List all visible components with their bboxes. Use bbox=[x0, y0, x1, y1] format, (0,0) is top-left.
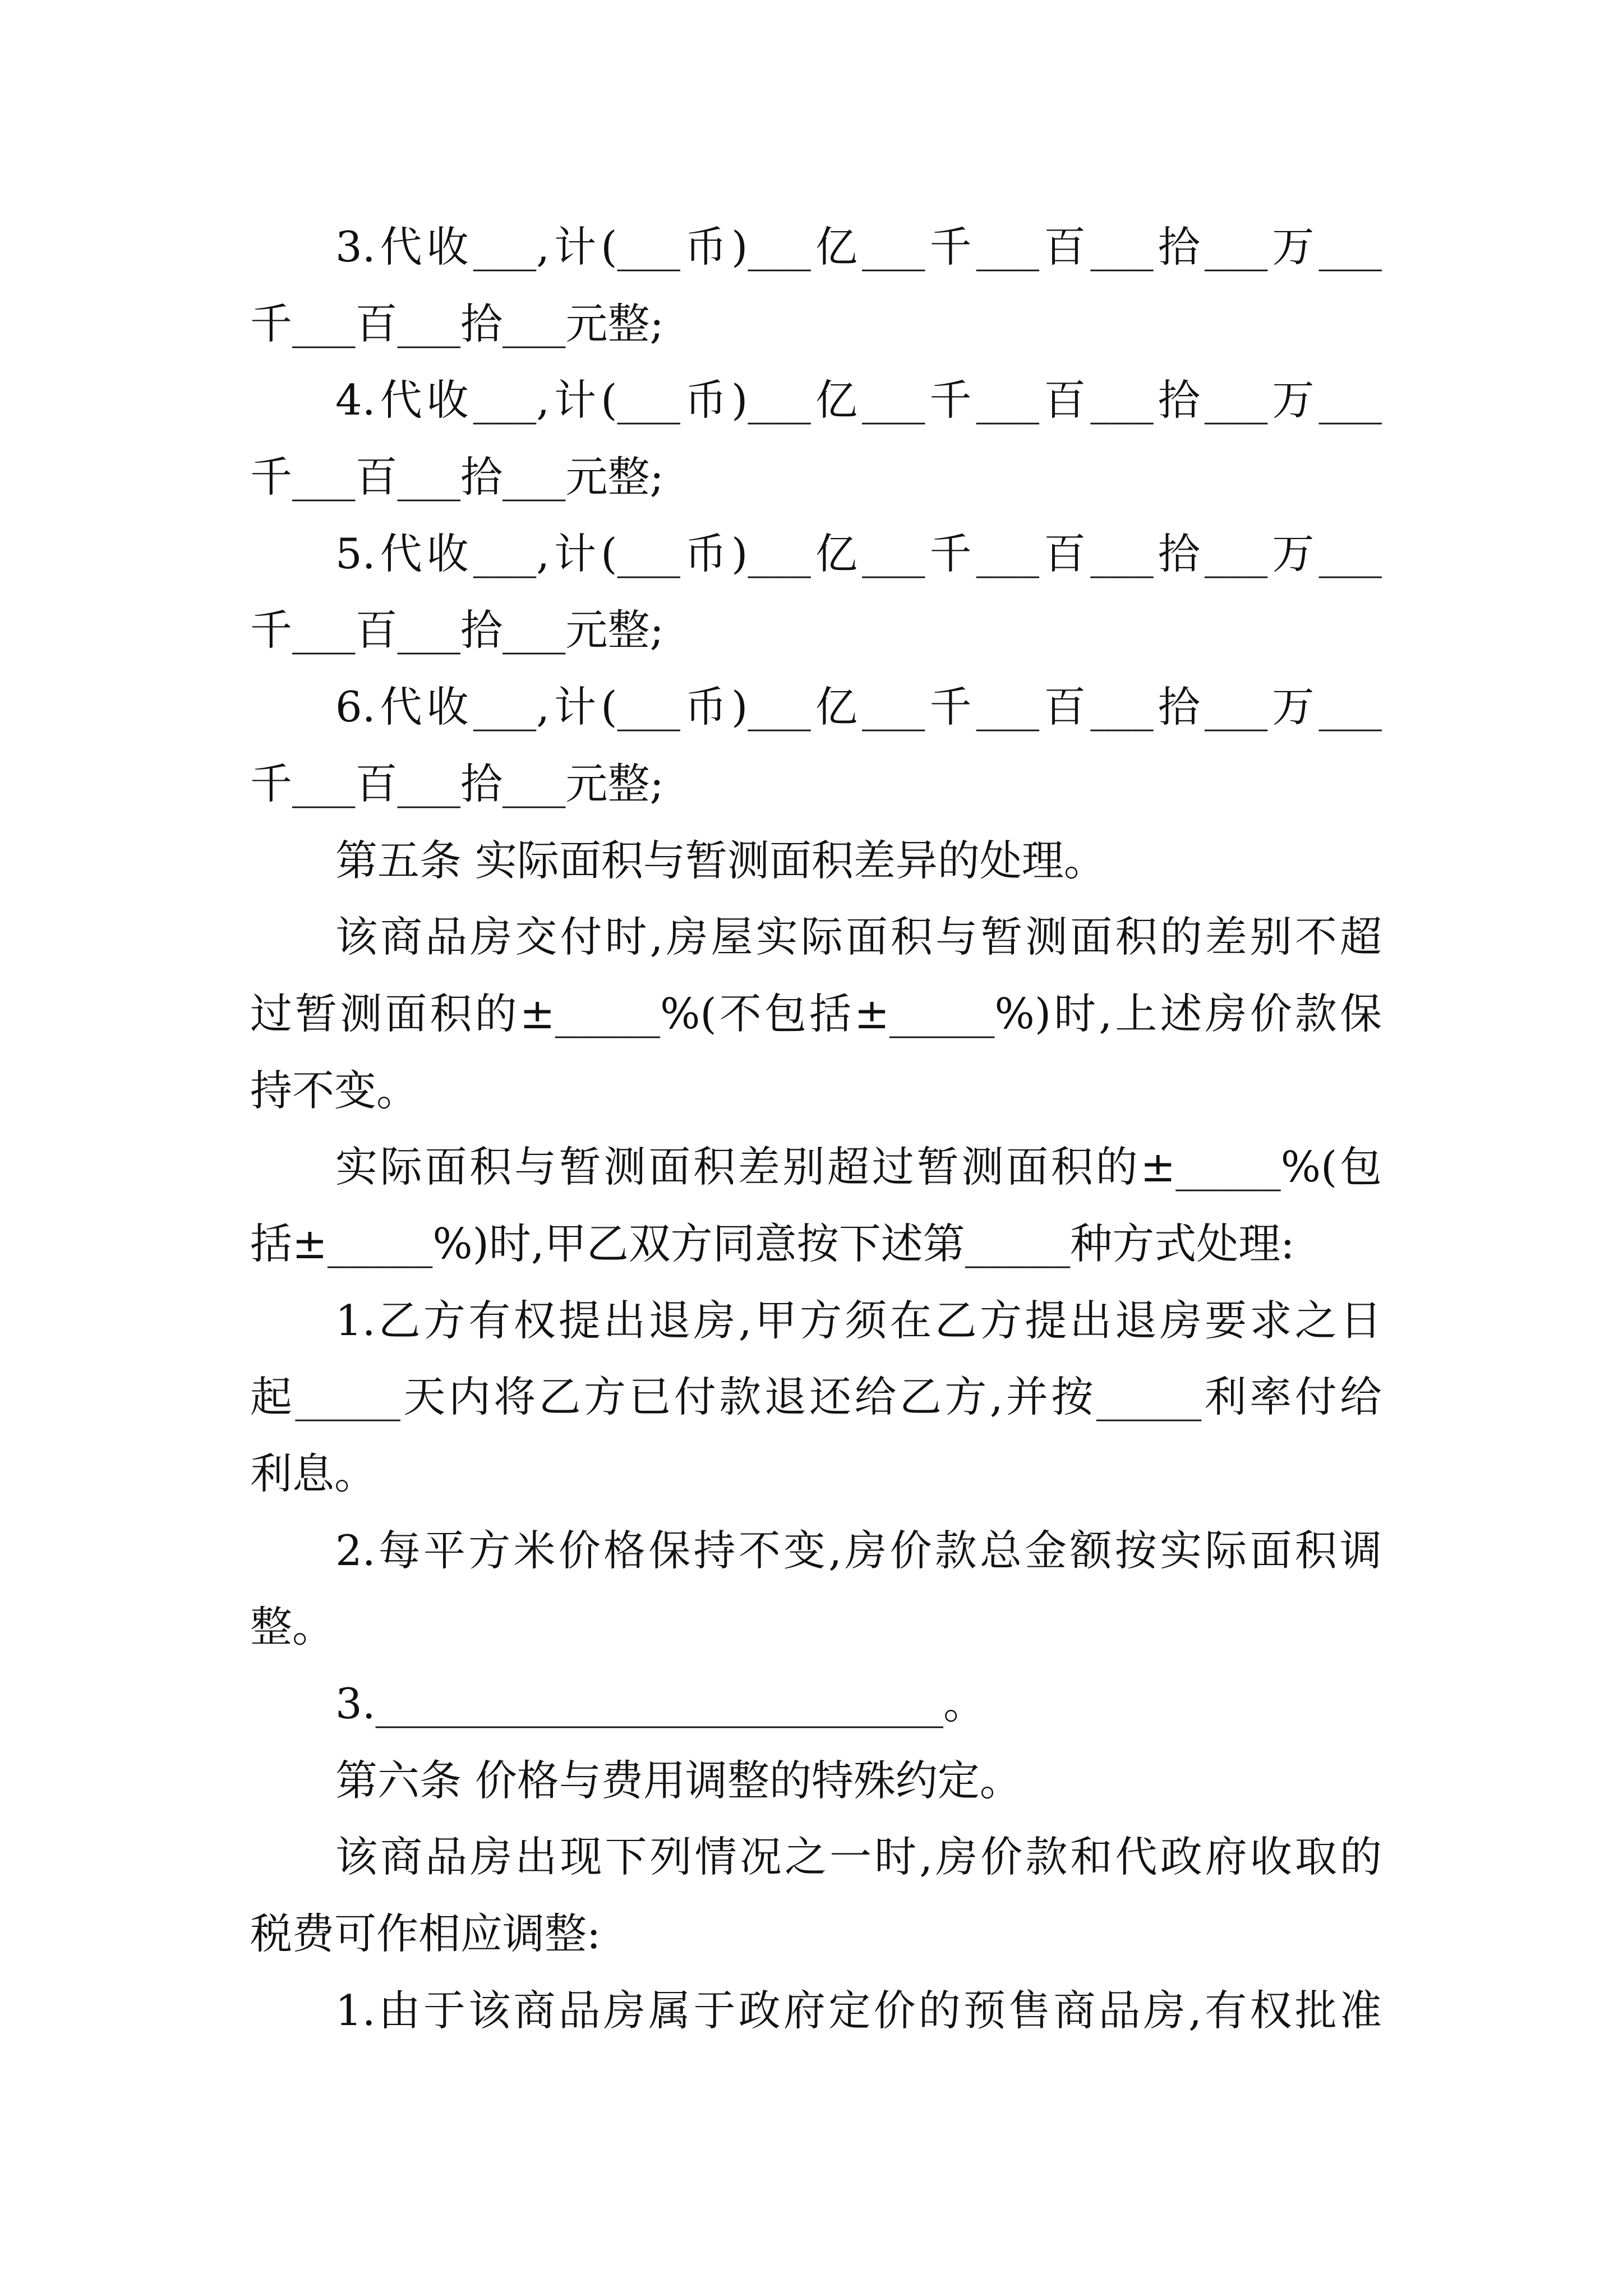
paragraph-line: 千___百___拾___元整; bbox=[250, 758, 664, 808]
paragraph-line: 千___百___拾___元整; bbox=[250, 298, 664, 348]
paragraph-item-4 bbox=[250, 362, 1382, 515]
paragraph-line: 税费可作相应调整: bbox=[250, 1909, 601, 1959]
paragraph-line: 1.乙方有权提出退房,甲方须在乙方提出退房要求之日 bbox=[335, 1295, 1382, 1345]
paragraph-line: 3.___________________________。 bbox=[335, 1679, 986, 1729]
paragraph-line: 3.代收___,计(___币)___亿___千___百___拾___万___ bbox=[335, 222, 1382, 272]
article-heading-5 bbox=[250, 822, 1382, 899]
paragraph bbox=[250, 899, 1382, 1129]
paragraph-line: 整。 bbox=[250, 1602, 335, 1652]
paragraph-line: 括±_____%)时,甲乙双方同意按下述第_____种方式处理: bbox=[250, 1218, 1295, 1268]
option-3 bbox=[250, 1665, 1382, 1742]
paragraph-line: 千___百___拾___元整; bbox=[250, 452, 664, 502]
paragraph-line: 6.代收___,计(___币)___亿___千___百___拾___万___ bbox=[335, 682, 1382, 732]
paragraph-line: 2.每平方米价格保持不变,房价款总金额按实际面积调 bbox=[335, 1525, 1382, 1575]
paragraph-line: 千___百___拾___元整; bbox=[250, 605, 664, 655]
paragraph-line: 利息。 bbox=[250, 1449, 377, 1498]
article-heading: 第五条 实际面积与暂测面积差异的处理。 bbox=[335, 835, 1106, 885]
paragraph-item-5 bbox=[250, 516, 1382, 669]
paragraph-line: 实际面积与暂测面积差别超过暂测面积的±_____%(包 bbox=[335, 1142, 1382, 1192]
paragraph bbox=[250, 1972, 1382, 2049]
paragraph-line: 起_____天内将乙方已付款退还给乙方,并按_____利率付给 bbox=[250, 1372, 1382, 1422]
paragraph-line: 持不变。 bbox=[250, 1065, 419, 1115]
document-body bbox=[250, 209, 1382, 2049]
paragraph-item-6 bbox=[250, 669, 1382, 822]
option-2 bbox=[250, 1512, 1382, 1665]
paragraph bbox=[250, 1129, 1382, 1282]
option-1 bbox=[250, 1282, 1382, 1512]
paragraph-line: 4.代收___,计(___币)___亿___千___百___拾___万___ bbox=[335, 375, 1382, 425]
article-heading-6 bbox=[250, 1742, 1382, 1819]
paragraph-line: 该商品房交付时,房屋实际面积与暂测面积的差别不超 bbox=[335, 912, 1382, 962]
paragraph-line: 过暂测面积的±_____%(不包括±_____%)时,上述房价款保 bbox=[250, 988, 1382, 1038]
paragraph bbox=[250, 1819, 1382, 1972]
paragraph-line: 该商品房出现下列情况之一时,房价款和代政府收取的 bbox=[335, 1832, 1382, 1882]
paragraph-line: 1.由于该商品房属于政府定价的预售商品房,有权批准 bbox=[335, 1985, 1382, 2035]
article-heading: 第六条 价格与费用调整的特殊约定。 bbox=[335, 1755, 1022, 1805]
paragraph-item-3 bbox=[250, 209, 1382, 362]
paragraph-line: 5.代收___,计(___币)___亿___千___百___拾___万___ bbox=[335, 528, 1382, 578]
